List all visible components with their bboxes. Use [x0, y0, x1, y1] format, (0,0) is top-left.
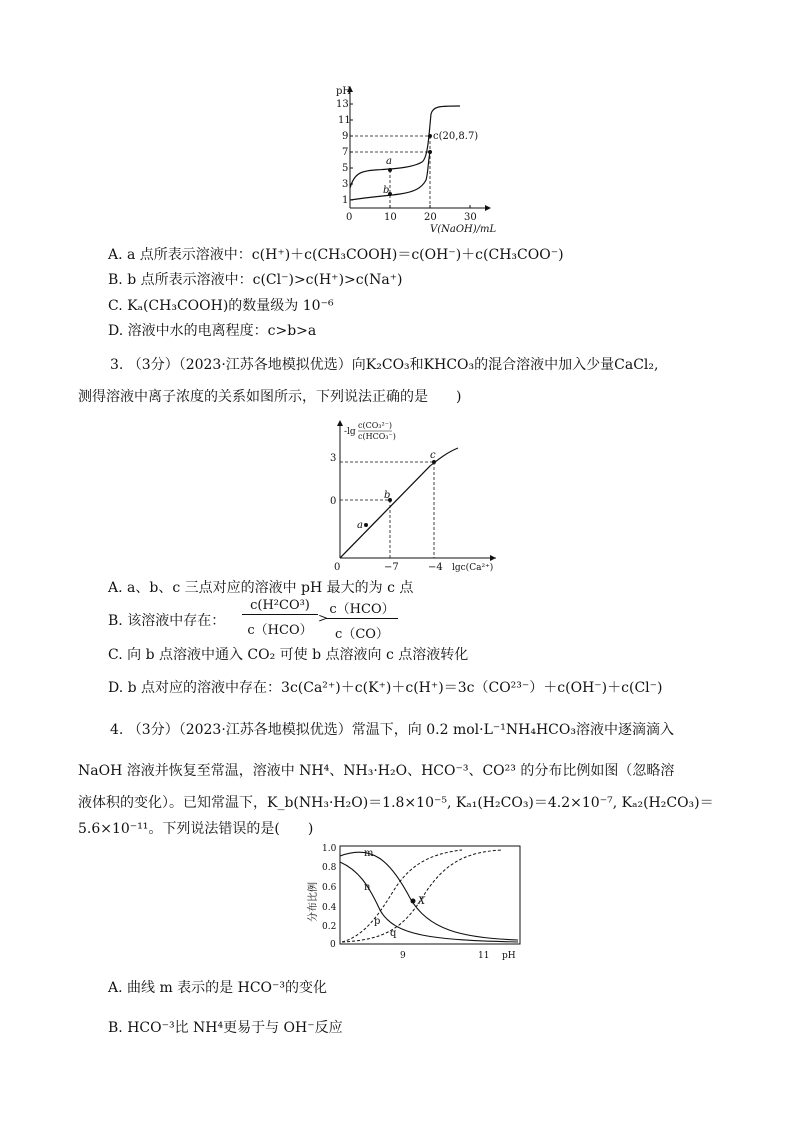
x-tick: 11: [478, 951, 490, 961]
y-tick: 0: [330, 940, 336, 950]
q4-stem-line4: 5.6×10⁻¹¹。下列说法错误的是( ): [78, 821, 314, 837]
q4-option-a: A. 曲线 m 表示的是 HCO⁻³的变化: [108, 980, 328, 996]
x-tick: 0: [334, 562, 341, 573]
y-axis-label: 分布比例: [308, 882, 319, 922]
y-axis-label-bottom: c(HCO₃⁻): [358, 432, 396, 441]
lg-concentration-figure: [326, 418, 506, 576]
y-tick: 3: [342, 179, 349, 190]
y-tick: 0.6: [322, 883, 337, 893]
x-axis-label: V(NaOH)/mL: [430, 224, 497, 234]
curve-label-q: q: [390, 928, 397, 939]
y-tick: 13: [336, 99, 349, 110]
y-tick: 0.4: [322, 903, 337, 913]
point-c: [428, 134, 432, 138]
x-axis-label: lgc(Ca²⁺): [452, 563, 494, 573]
curve-m: [340, 852, 518, 940]
q3-option-a: A. a、b、c 三点对应的溶液中 pH 最大的为 c 点: [108, 580, 414, 596]
titration-curve-upper: [350, 106, 460, 188]
point-a: [364, 523, 368, 527]
q2-option-d: D. 溶液中水的电离程度：c>b>a: [108, 323, 317, 339]
titration-figure: [330, 84, 500, 234]
y-axis-label: pH: [336, 86, 352, 97]
q4-stem-line1: 4. （3分）（2023·江苏各地模拟优选）常温下，向 0.2 mol·L⁻¹NH₄HCO₃溶液中逐滴滴入: [110, 722, 674, 738]
q3-option-b-fraction2: [326, 598, 398, 642]
y-tick: 9: [342, 131, 349, 142]
x-tick: 9: [400, 951, 406, 961]
point-equivalence: [428, 150, 432, 154]
y-tick: 1: [342, 195, 349, 206]
y-tick: 3: [330, 453, 337, 464]
curve-label-n: n: [364, 882, 371, 893]
q2-option-c: C. Kₐ(CH₃COOH)的数量级为 10⁻⁶: [108, 298, 334, 314]
curve-label-m: m: [364, 848, 374, 859]
q4-option-b: B. HCO⁻³比 NH⁴更易于与 OH⁻反应: [108, 1020, 343, 1036]
q3-option-c: C. 向 b 点溶液中通入 CO₂ 可使 b 点溶液向 c 点溶液转化: [108, 647, 469, 663]
q3-option-b-fraction1: [242, 598, 318, 638]
x-axis-label: pH: [502, 951, 516, 961]
fraction-numerator: c(H²CO³): [242, 598, 318, 615]
q3-stem-line2: 测得溶液中离子浓度的关系如图所示，下列说法正确的是 ): [78, 389, 462, 405]
distribution-figure: [302, 840, 526, 964]
point-a-label: a: [386, 156, 392, 167]
point-b-label: b: [383, 185, 390, 196]
curve-n: [340, 862, 518, 942]
x-tick: 10: [384, 212, 397, 223]
y-tick: 1.0: [322, 844, 337, 854]
y-axis-label-top: c(CO₃²⁻): [358, 421, 393, 430]
point-a-label: a: [357, 520, 363, 531]
y-axis-label-prefix: -lg: [344, 427, 356, 437]
lg-curve: [340, 448, 458, 558]
point-x: [411, 899, 416, 904]
y-tick: 0: [330, 496, 337, 507]
x-tick: −7: [384, 562, 399, 573]
fraction-numerator: c（HCO）: [326, 598, 398, 619]
fraction-denominator: c（CO）: [335, 627, 389, 642]
point-b-label: b: [384, 490, 391, 501]
fraction-denominator: c（HCO）: [247, 623, 313, 638]
y-tick: 0.2: [322, 922, 337, 932]
q4-stem-line2: NaOH 溶液并恢复至常温，溶液中 NH⁴、NH₃·H₂O、HCO⁻³、CO²³ 的分布比例如图（忽略溶: [78, 763, 675, 779]
q3-option-b-gt: >: [318, 611, 329, 625]
y-tick: 5: [342, 163, 349, 174]
x-tick: 0: [346, 212, 353, 223]
point-x-label: X: [418, 896, 426, 907]
x-tick: 30: [464, 212, 477, 223]
q4-stem-line3: 液体积的变化）。已知常温下，K_b(NH₃·H₂O)＝1.8×10⁻⁵, Kₐ₁(H₂CO₃)＝4.2×10⁻⁷, Kₐ₂(H₂CO₃)＝: [78, 795, 714, 811]
q3-option-d: D. b 点对应的溶液中存在：3c(Ca²⁺)＋c(K⁺)＋c(H⁺)＝3c（CO²³⁻）＋c(OH⁻)＋c(Cl⁻): [108, 680, 663, 696]
y-tick: 11: [338, 115, 351, 126]
point-c-label: c(20,8.7): [433, 131, 479, 142]
point-a: [388, 168, 392, 172]
y-tick: 7: [342, 147, 349, 158]
curve-label-p: p: [374, 916, 381, 927]
point-c-label: c: [430, 450, 436, 461]
q3-option-b-prefix: B. 该溶液中存在：: [108, 613, 226, 629]
q2-option-b: B. b 点所表示溶液中：c(Cl⁻)>c(H⁺)>c(Na⁺): [108, 272, 403, 288]
q3-stem-line1: 3. （3分）（2023·江苏各地模拟优选）向K₂CO₃和KHCO₃的混合溶液中加入少量CaCl₂,: [110, 357, 659, 373]
x-tick: −4: [428, 562, 443, 573]
q2-option-a: A. a 点所表示溶液中：c(H⁺)＋c(CH₃COOH)＝c(OH⁻)＋c(CH₃COO⁻): [108, 247, 564, 263]
y-tick: 0.8: [322, 863, 337, 873]
x-tick: 20: [424, 212, 437, 223]
